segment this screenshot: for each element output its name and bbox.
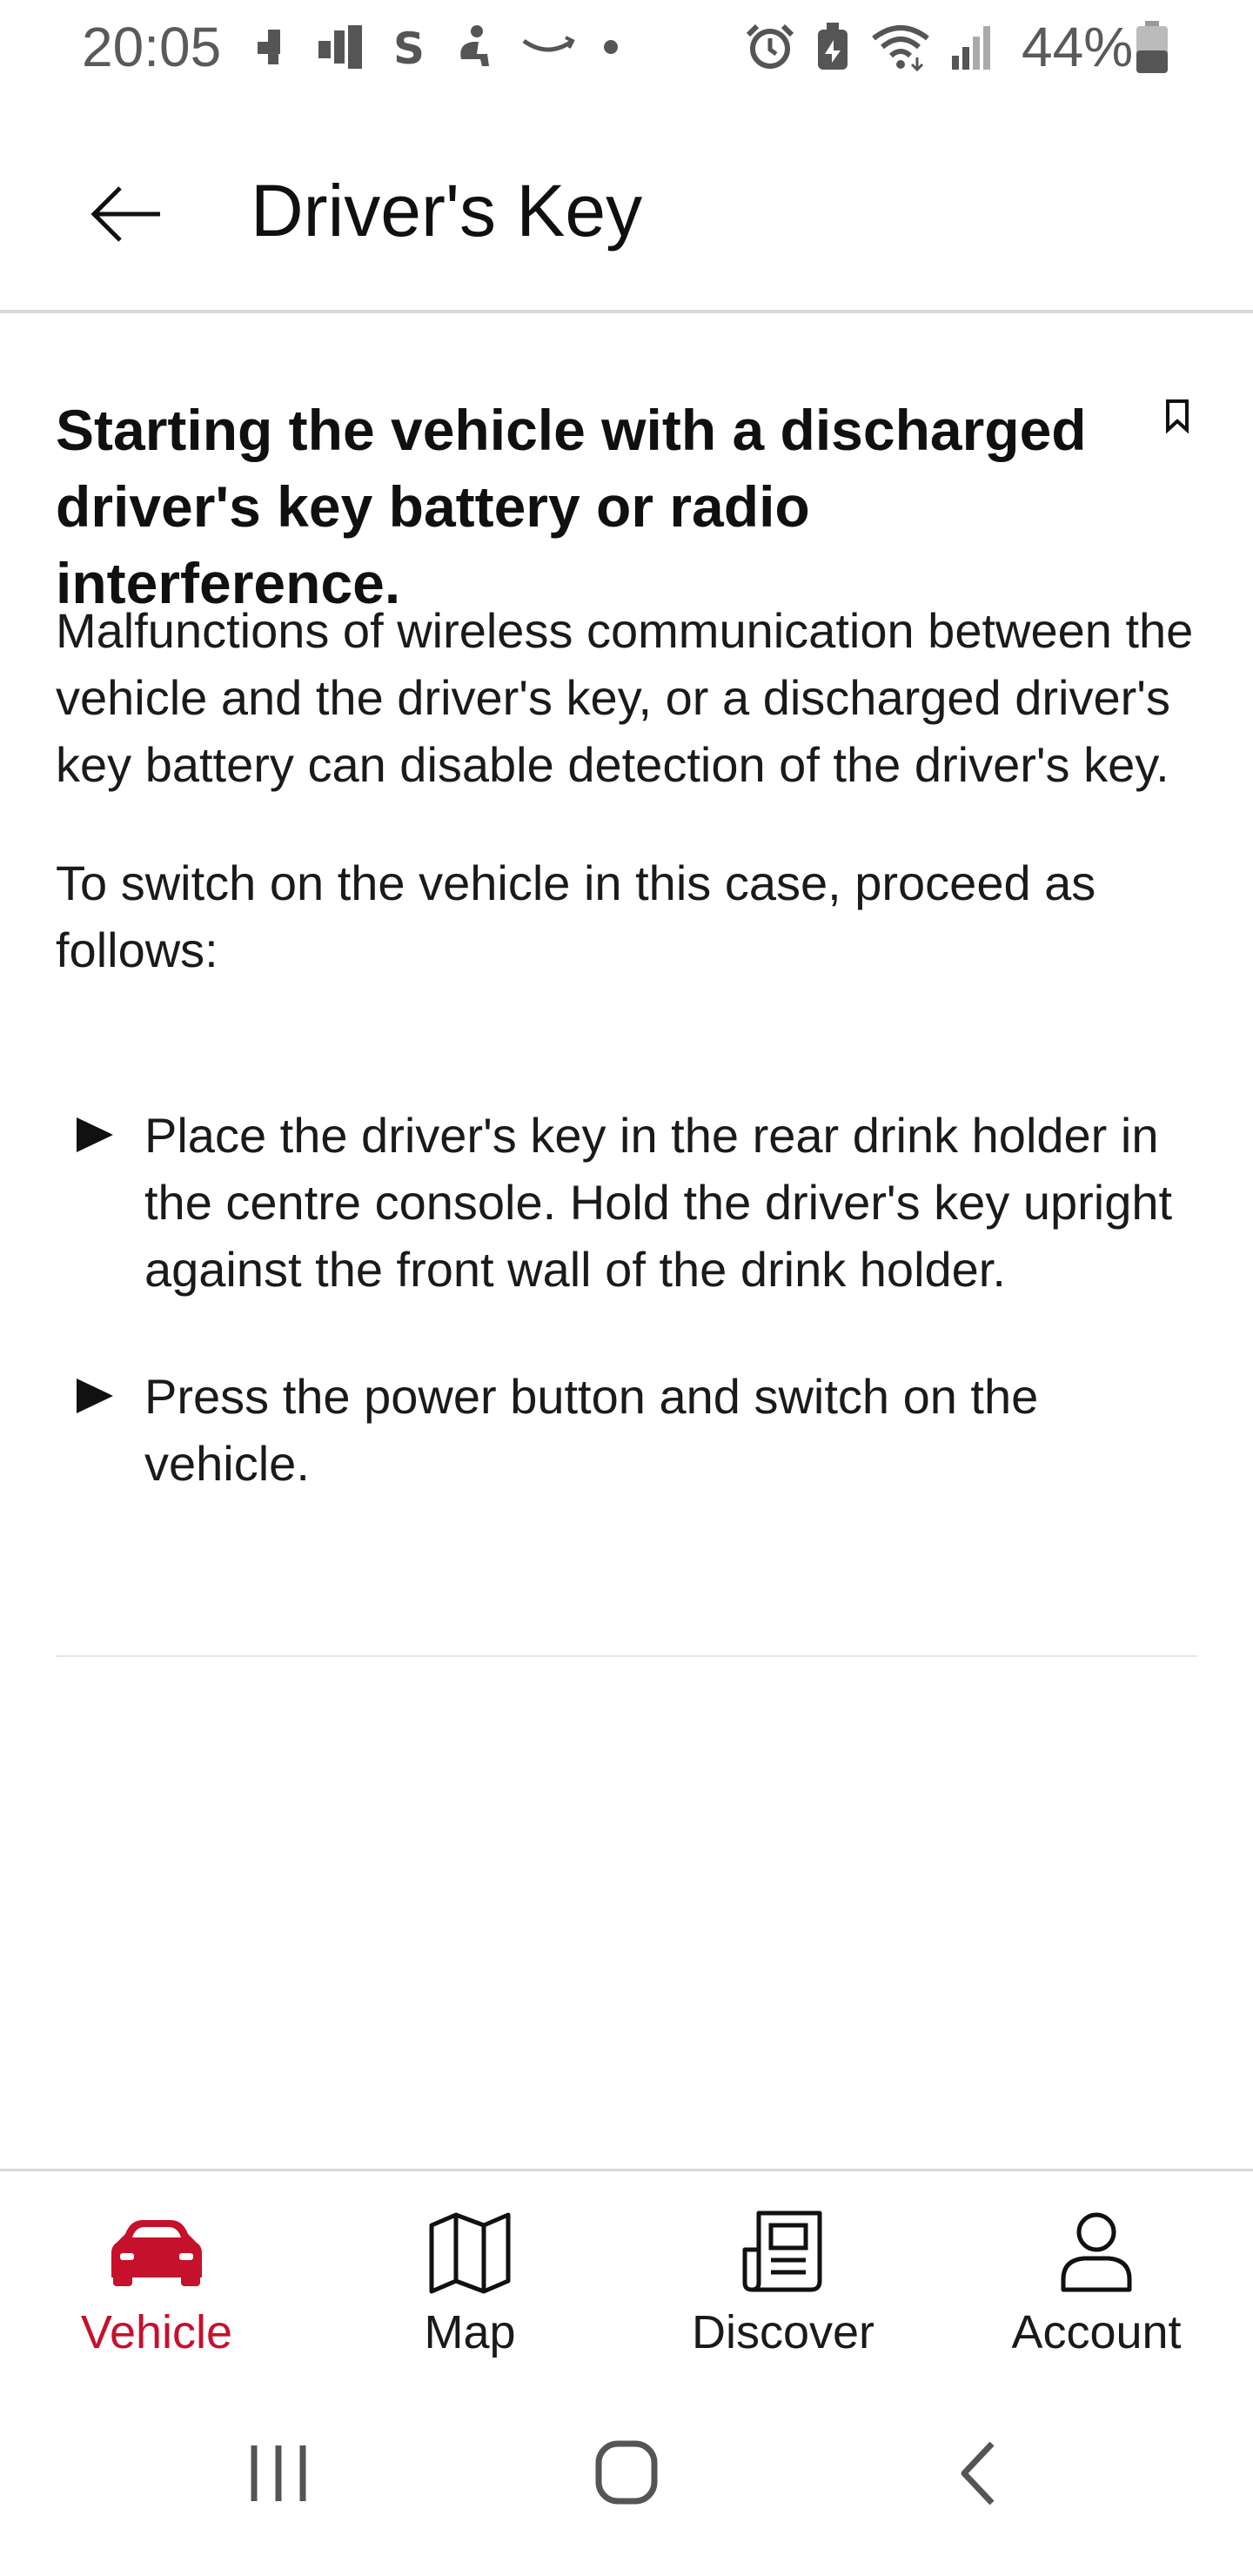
car-icon xyxy=(104,2208,209,2295)
nav-item-discover[interactable] xyxy=(626,2171,940,2378)
content-divider xyxy=(56,1655,1197,1657)
amazon-icon xyxy=(520,34,576,60)
alarm-icon xyxy=(745,23,795,71)
signal-icon xyxy=(950,24,994,70)
play-bullet-icon xyxy=(75,1114,117,1156)
step-item: Press the power button and switch on the vehicle. xyxy=(144,1369,1039,1491)
system-navigation-bar xyxy=(0,2378,1253,2576)
notification-icon xyxy=(254,28,292,66)
recent-apps-icon xyxy=(226,2421,331,2526)
status-time: 20:05 xyxy=(82,16,222,78)
home-button[interactable] xyxy=(574,2421,679,2526)
nav-label: Account xyxy=(1011,2306,1182,2358)
play-bullet-icon xyxy=(75,1375,117,1417)
back-button[interactable] xyxy=(85,172,169,256)
s-app-icon xyxy=(392,23,426,70)
dot-icon xyxy=(602,38,620,56)
bottom-navigation xyxy=(0,2169,1253,2378)
nav-item-vehicle[interactable] xyxy=(0,2171,313,2378)
status-battery-percent: 44% xyxy=(1022,16,1134,78)
nav-label: Discover xyxy=(691,2306,875,2358)
article-heading: Starting the vehicle with a discharged driver's key battery or radio interference. xyxy=(56,398,1087,615)
app-header xyxy=(0,96,1253,313)
nav-item-map[interactable] xyxy=(313,2171,626,2378)
battery-icon xyxy=(1136,21,1168,73)
bookmark-icon xyxy=(1164,399,1190,433)
back-nav-button[interactable] xyxy=(926,2421,1030,2526)
nfc-icon xyxy=(814,23,851,71)
home-icon xyxy=(574,2421,679,2526)
map-icon xyxy=(418,2208,522,2295)
person-icon xyxy=(1044,2208,1149,2295)
step-item: Place the driver's key in the rear drink holder in the centre console. Hold the driver's key upright against the front wall of the drink holder. xyxy=(144,1108,1173,1297)
status-bar xyxy=(0,0,1253,96)
recent-apps-button[interactable] xyxy=(226,2421,331,2526)
svg-text:S: S xyxy=(393,23,425,70)
article-paragraph: Malfunctions of wireless communication between the vehicle and the driver's key, or a discharged driver's key battery can disable detection of the driver's key. xyxy=(56,603,1194,792)
status-left-icons xyxy=(254,19,620,75)
nav-item-account[interactable] xyxy=(940,2171,1253,2378)
newspaper-icon xyxy=(731,2208,835,2295)
nav-label: Vehicle xyxy=(80,2306,233,2358)
nav-label: Map xyxy=(424,2306,516,2358)
bookmark-button[interactable] xyxy=(1164,399,1190,433)
status-right-icons xyxy=(745,19,994,75)
page-title: Driver's Key xyxy=(251,170,643,252)
arrow-left-icon xyxy=(85,172,169,256)
grid-icon xyxy=(318,25,365,69)
chevron-left-icon xyxy=(926,2421,1030,2526)
wifi-icon xyxy=(870,23,931,71)
article-paragraph: To switch on the vehicle in this case, proceed as follows: xyxy=(56,855,1096,977)
accessibility-icon xyxy=(452,24,494,70)
